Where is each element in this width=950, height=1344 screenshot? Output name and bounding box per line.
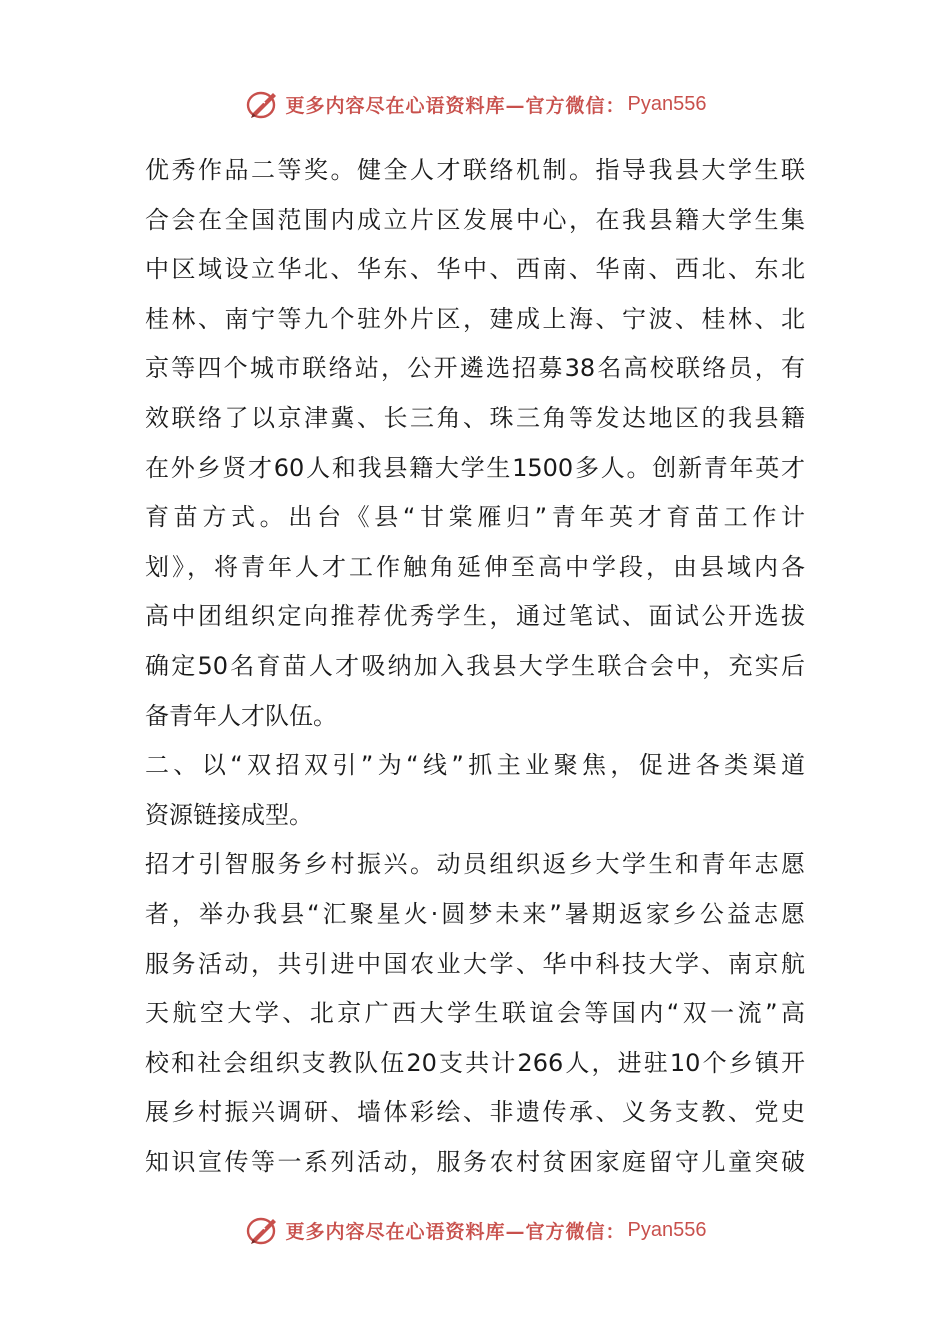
text-line: 效联络了以京津冀、长三角、珠三角等发达地区的我县籍 (145, 403, 805, 432)
text-line: 高中团组织定向推荐优秀学生，通过笔试、面试公开选拔 (145, 602, 805, 631)
watermark-text: 更多内容尽在心语资料库—官方微信： (285, 94, 626, 117)
section-heading-line: 二、以“双招双引”为“线”抓主业聚焦，促进各类渠道 (145, 751, 805, 780)
footer-watermark-banner (0, 1210, 950, 1250)
text-line: 服务活动，共引进中国农业大学、华中科技大学、南京航 (145, 949, 805, 978)
text-line: 校和社会组织支教队伍20支共计266人，进驻10个乡镇开 (145, 1048, 805, 1077)
text-line: 京等四个城市联络站，公开遴选招募38名高校联络员，有 (145, 354, 805, 383)
section-heading-line: 资源链接成型。 (145, 800, 313, 829)
text-line: 优秀作品二等奖。健全人才联络机制。指导我县大学生联 (145, 156, 805, 184)
text-line: 展乡村振兴调研、墙体彩绘、非遗传承、义务支教、党史 (145, 1098, 805, 1127)
text-line: 划》，将青年人才工作触角延伸至高中学段，由县域内各 (145, 552, 805, 581)
text-line: 桂林、南宁等九个驻外片区，建成上海、宁波、桂林、北 (145, 304, 805, 333)
text-line: 招才引智服务乡村振兴。动员组织返乡大学生和青年志愿 (145, 850, 805, 879)
text-line: 在外乡贤才60人和我县籍大学生1500多人。创新青年英才 (145, 453, 805, 482)
text-line: 育苗方式。出台《县“甘棠雁归”青年英才育苗工作计 (145, 503, 805, 532)
text-line: 天航空大学、北京广西大学生联谊会等国内“双一流”高 (145, 999, 805, 1028)
text-line: 备青年人才队伍。 (145, 701, 337, 730)
watermark-wechat-id: Pyan556 (627, 92, 707, 115)
document-body (145, 146, 805, 1187)
watermark-text: 更多内容尽在心语资料库—官方微信： (285, 1220, 626, 1243)
text-line: 者，举办我县“汇聚星火·圆梦未来”暑期返家乡公益志愿 (145, 899, 805, 928)
watermark-wechat-id: Pyan556 (627, 1218, 707, 1241)
text-line: 合会在全国范围内成立片区发展中心，在我县籍大学生集 (145, 205, 805, 234)
text-line: 知识宣传等一系列活动，服务农村贫困家庭留守儿童突破 (145, 1147, 805, 1176)
pen-circle-logo-icon (244, 86, 282, 122)
text-line: 确定50名育苗人才吸纳加入我县大学生联合会中，充实后 (145, 651, 805, 680)
header-watermark-banner (0, 84, 950, 124)
pen-circle-logo-icon (244, 1212, 282, 1248)
text-line: 中区域设立华北、华东、华中、西南、华南、西北、东北 (145, 255, 805, 284)
